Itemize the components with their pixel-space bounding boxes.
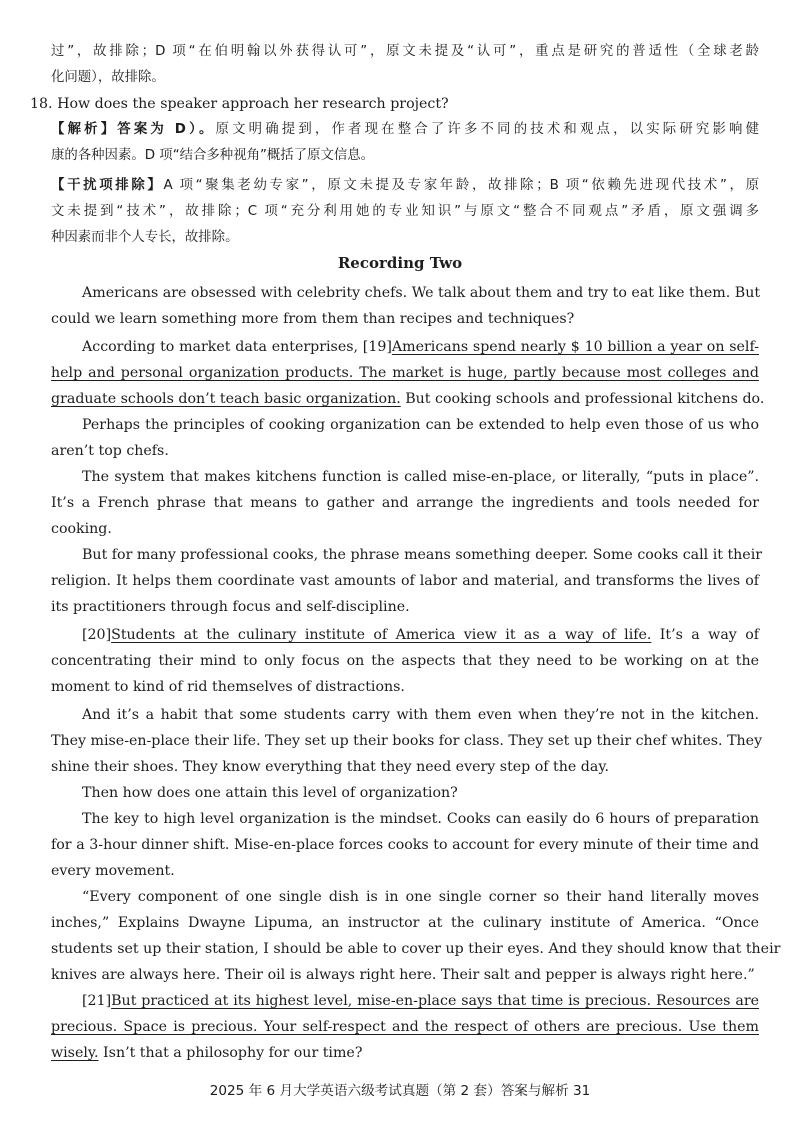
transcript-line: shine their shoes. They know everything that they need every step of the day. [51, 759, 609, 775]
transcript-line: cooking. [51, 521, 112, 537]
transcript-line [51, 388, 764, 410]
transcript-line: And it’s a habit that some students carry with them even when they’re not in the kitchen. [82, 707, 759, 723]
distractor-text: A 项“聚集老幼专家”，原文未提及专家年龄，故排除；B 项“依赖先进现代技术”，原 [163, 178, 760, 193]
q18-distractor: 文未提到“技术”，故排除；C 项“充分利用她的专业知识”与原文“整合不同观点”矛盾，原文强调多 [51, 204, 759, 219]
transcript-line: moment to kind of rid themselves of distractions. [51, 679, 405, 695]
transcript-line [51, 362, 759, 384]
section-title: Recording Two [337, 254, 463, 272]
transcript-line [51, 1016, 759, 1038]
transcript-text: Isn’t that a philosophy for our time? [98, 1045, 363, 1061]
answer-marker-21: [21] [82, 993, 112, 1009]
prev-analysis-line: 过”，故排除；D 项“在伯明翰以外获得认可”，原文未提及“认可”，重点是研究的普适性（全球老龄 [51, 44, 759, 59]
transcript-line: Perhaps the principles of cooking organization can be extended to help even those of us who [82, 417, 759, 433]
transcript-line: religion. It helps them coordinate vast amounts of labor and material, and transforms the lives of [51, 573, 759, 589]
transcript-line: It’s a French phrase that means to gather and arrange the ingredients and tools needed for [51, 495, 759, 511]
transcript-line [51, 1042, 362, 1064]
transcript-text: It’s a way of [651, 627, 759, 643]
transcript-line: They mise-en-place their life. They set up their books for class. They set up their chef whites. They [51, 733, 763, 749]
transcript-line: inches,” Explains Dwayne Lipuma, an instructor at the culinary institute of America. “Once [51, 915, 759, 931]
question-18: 18. How does the speaker approach her research project? [30, 96, 449, 112]
transcript-line [82, 336, 759, 358]
answer-marker-19: [19] [362, 339, 392, 355]
answer-underline: Americans spend nearly $ 10 billion a year on self- [391, 339, 759, 355]
answer-marker-20: [20] [82, 627, 112, 643]
answer-underline: wisely. [51, 1045, 99, 1061]
distractor-label: 【干扰项排除】 [51, 178, 164, 193]
analysis-label: 【解析】答案为 D）。 [51, 122, 216, 137]
q18-distractor: 种因素而非个人专长，故排除。 [51, 230, 239, 245]
transcript-line: “Every component of one single dish is in one single corner so their hand literally moves [82, 889, 759, 905]
answer-underline: But practiced at its highest level, mise-en-place says that time is precious. Resources are [111, 993, 759, 1009]
transcript-line [82, 624, 759, 646]
answer-underline: Students at the culinary institute of America view it as a way of life. [111, 627, 652, 643]
transcript-line: knives are always here. Their oil is always right here. Their salt and pepper is always right here.” [51, 967, 755, 983]
transcript-line: Then how does one attain this level of organization? [82, 785, 458, 801]
answer-underline: graduate schools don’t teach basic organization. [51, 391, 401, 407]
transcript-line: But for many professional cooks, the phrase means something deeper. Some cooks call it their [82, 547, 763, 563]
page-footer: 2025 年 6 月大学英语六级考试真题（第 2 套）答案与解析 31 [209, 1083, 591, 1099]
q18-analysis [51, 119, 759, 141]
analysis-text: 原文明确提到，作者现在整合了许多不同的技术和观点，以实际研究影响健 [215, 122, 759, 137]
prev-analysis-line: 化问题），故排除。 [51, 70, 165, 85]
transcript-line: students set up their station, I should be able to cover up their eyes. And they should know that their [51, 941, 781, 957]
transcript-line: Americans are obsessed with celebrity chefs. We talk about them and try to eat like them. But [82, 285, 761, 301]
transcript-line: for a 3-hour dinner shift. Mise-en-place forces cooks to account for every minute of their time and [51, 837, 759, 853]
transcript-line [82, 990, 759, 1012]
transcript-line: aren’t top chefs. [51, 443, 169, 459]
transcript-line: could we learn something more from them than recipes and techniques? [51, 311, 575, 327]
transcript-line: concentrating their mind to only focus on the aspects that they need to be working on at the [51, 653, 759, 669]
transcript-line: every movement. [51, 863, 175, 879]
transcript-line: The key to high level organization is the mindset. Cooks can easily do 6 hours of preparation [82, 811, 759, 827]
answer-underline: precious. Space is precious. Your self-respect and the respect of others are precious. Use them [51, 1019, 759, 1035]
transcript-text: According to market data enterprises, [82, 339, 363, 355]
transcript-text: But cooking schools and professional kitchens do. [400, 391, 765, 407]
q18-analysis: 康的各种因素。D 项“结合多种视角”概括了原文信息。 [51, 148, 375, 163]
transcript-line: The system that makes kitchens function is called mise-en-place, or literally, “puts in place”. [82, 469, 759, 485]
answer-underline: help and personal organization products. The market is huge, partly because most colleges and [51, 365, 759, 381]
q18-distractor [51, 175, 759, 197]
transcript-line: its practitioners through focus and self-discipline. [51, 599, 410, 615]
